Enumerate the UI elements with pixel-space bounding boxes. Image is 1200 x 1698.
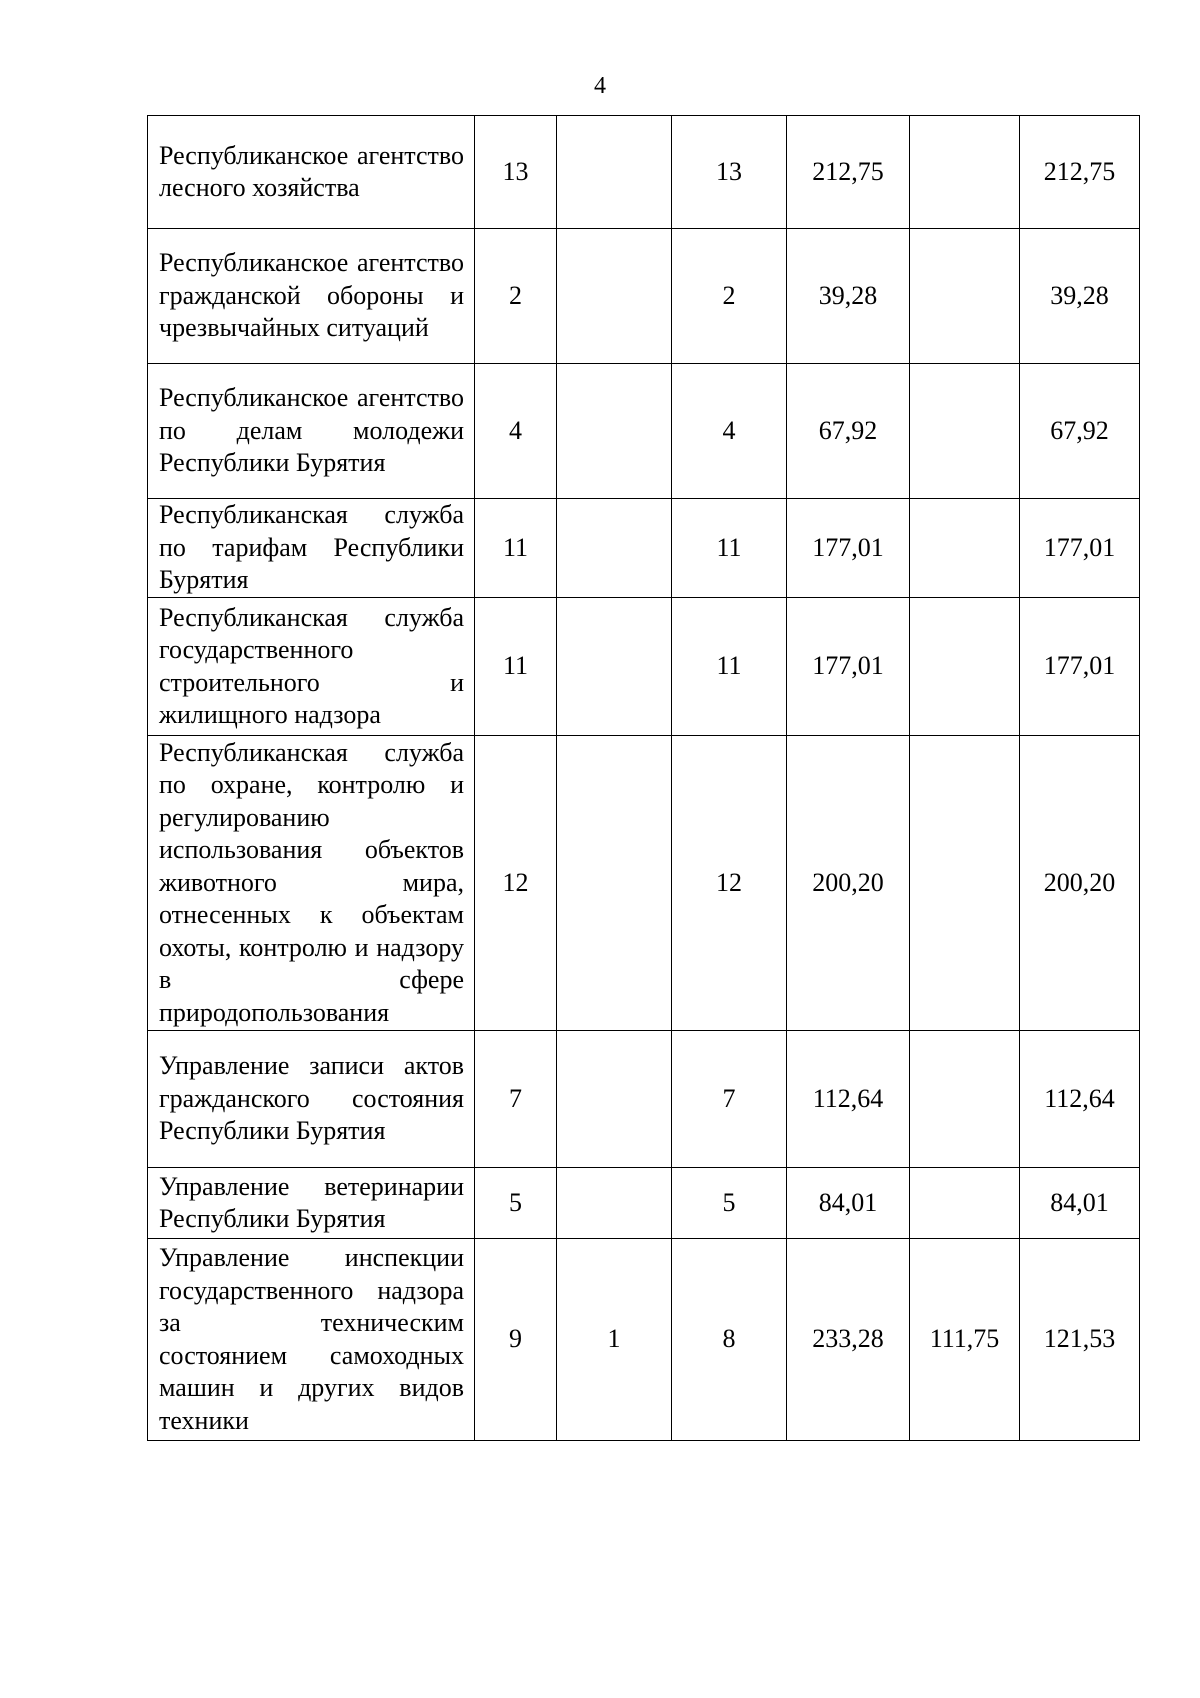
row-name: Управление инспекции государственного надзора за техническим состоянием самоходных машин и других видов техники (148, 1239, 475, 1441)
cell-c3: 11 (672, 598, 787, 736)
row-name: Республиканская служба государственного строительного и жилищного надзора (148, 598, 475, 736)
cell-c5 (910, 116, 1020, 229)
cell-c1: 11 (475, 598, 557, 736)
row-name: Республиканское агентство по делам молодежи Республики Бурятия (148, 364, 475, 499)
cell-c3: 12 (672, 736, 787, 1031)
row-name: Управление записи актов гражданского состояния Республики Бурятия (148, 1031, 475, 1168)
cell-c4: 84,01 (787, 1168, 910, 1239)
cell-c1: 2 (475, 229, 557, 364)
cell-c2 (557, 229, 672, 364)
cell-c6: 67,92 (1020, 364, 1140, 499)
cell-c5 (910, 598, 1020, 736)
cell-c1: 13 (475, 116, 557, 229)
cell-c3: 11 (672, 499, 787, 598)
cell-c5 (910, 364, 1020, 499)
table-row (148, 1168, 1140, 1239)
row-name: Республиканское агентство гражданской обороны и чрезвычайных ситуаций (148, 229, 475, 364)
staff-budget-table (147, 115, 1140, 1441)
row-name: Республиканское агентство лесного хозяйства (148, 116, 475, 229)
table-row (148, 116, 1140, 229)
cell-c1: 12 (475, 736, 557, 1031)
page-number: 4 (594, 73, 606, 99)
cell-c2 (557, 499, 672, 598)
cell-c3: 2 (672, 229, 787, 364)
table-row (148, 229, 1140, 364)
cell-c6: 112,64 (1020, 1031, 1140, 1168)
cell-c4: 39,28 (787, 229, 910, 364)
cell-c6: 177,01 (1020, 598, 1140, 736)
cell-c6: 177,01 (1020, 499, 1140, 598)
table-row (148, 1031, 1140, 1168)
cell-c6: 212,75 (1020, 116, 1140, 229)
row-name: Республиканская служба по охране, контролю и регулированию использования объектов животного мира, отнесенных к объектам охоты, контролю и надзору в сфере природопользования (148, 736, 475, 1031)
cell-c4: 177,01 (787, 598, 910, 736)
table-row (148, 364, 1140, 499)
cell-c6: 200,20 (1020, 736, 1140, 1031)
cell-c1: 5 (475, 1168, 557, 1239)
cell-c3: 8 (672, 1239, 787, 1441)
table-row (148, 736, 1140, 1031)
cell-c1: 4 (475, 364, 557, 499)
cell-c3: 13 (672, 116, 787, 229)
cell-c1: 9 (475, 1239, 557, 1441)
cell-c4: 212,75 (787, 116, 910, 229)
cell-c4: 177,01 (787, 499, 910, 598)
cell-c5 (910, 1031, 1020, 1168)
cell-c3: 7 (672, 1031, 787, 1168)
cell-c6: 121,53 (1020, 1239, 1140, 1441)
cell-c3: 4 (672, 364, 787, 499)
cell-c5 (910, 229, 1020, 364)
cell-c2: 1 (557, 1239, 672, 1441)
cell-c5 (910, 736, 1020, 1031)
cell-c2 (557, 116, 672, 229)
table-row (148, 1239, 1140, 1441)
cell-c1: 11 (475, 499, 557, 598)
cell-c2 (557, 736, 672, 1031)
table-row (148, 598, 1140, 736)
row-name: Управление ветеринарии Республики Бурятия (148, 1168, 475, 1239)
cell-c6: 39,28 (1020, 229, 1140, 364)
cell-c5: 111,75 (910, 1239, 1020, 1441)
cell-c2 (557, 1031, 672, 1168)
table-row (148, 499, 1140, 598)
cell-c4: 233,28 (787, 1239, 910, 1441)
cell-c2 (557, 1168, 672, 1239)
cell-c5 (910, 499, 1020, 598)
cell-c4: 112,64 (787, 1031, 910, 1168)
row-name: Республиканская служба по тарифам Республики Бурятия (148, 499, 475, 598)
cell-c3: 5 (672, 1168, 787, 1239)
cell-c4: 200,20 (787, 736, 910, 1031)
cell-c4: 67,92 (787, 364, 910, 499)
cell-c1: 7 (475, 1031, 557, 1168)
cell-c2 (557, 598, 672, 736)
cell-c5 (910, 1168, 1020, 1239)
cell-c6: 84,01 (1020, 1168, 1140, 1239)
cell-c2 (557, 364, 672, 499)
